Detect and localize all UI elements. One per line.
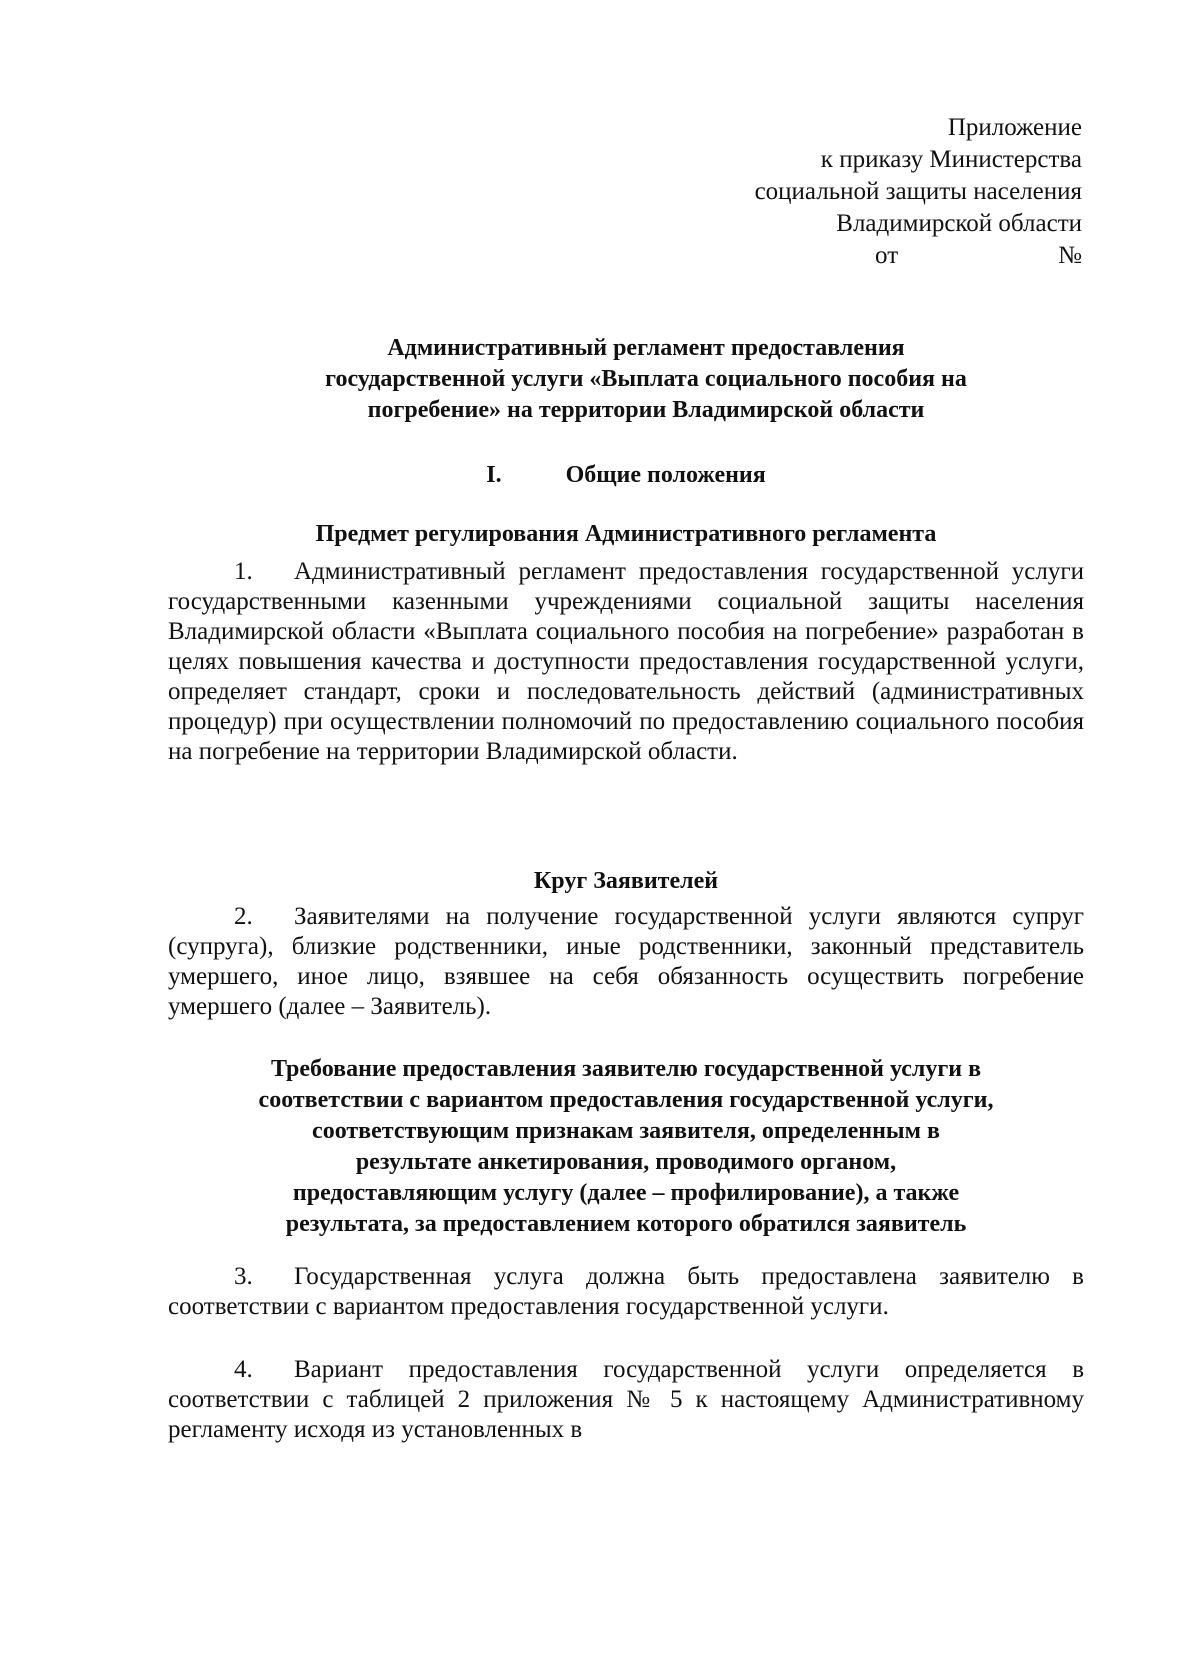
appendix-header xyxy=(662,112,1082,272)
heading-line: предоставляющим услугу (далее – профилирование), а также xyxy=(292,1180,960,1206)
heading-line: результате анкетирования, проводимого органом, xyxy=(355,1149,897,1175)
paragraph-4 xyxy=(168,1355,1084,1445)
appendix-line: социальной защиты населения xyxy=(754,178,1082,205)
title-line: государственной услуги «Выплата социального пособия на xyxy=(325,366,967,392)
subheading-applicants: Круг Заявителей xyxy=(533,868,719,894)
paragraph-3 xyxy=(168,1262,1084,1322)
paragraph-number: 3. xyxy=(234,1263,253,1290)
paragraph-text: Административный регламент предоставления государственной услуги государственными казенными учреждениями социальной защиты населения Владимирской области «Выплата социального пособия на погребение» разработан в целях повышения качества и доступности предоставления государственной услуги, определяет стандарт, сроки и последовательность действий (административных процедур) при осуществлении полномочий по предоставлению социального пособия на погребение на территории Владимирской области. xyxy=(168,558,1084,765)
subheading-subject: Предмет регулирования Административного регламента xyxy=(315,521,937,547)
heading-line: результата, за предоставлением которого обратился заявитель xyxy=(285,1211,967,1237)
appendix-from-label: от xyxy=(875,242,899,269)
title-line: Административный регламент предоставления xyxy=(387,335,905,361)
section-number: I. xyxy=(486,462,502,488)
paragraph-2 xyxy=(168,902,1084,1022)
heading-line: Требование предоставления заявителю государственной услуги в xyxy=(270,1056,982,1082)
appendix-line: к приказу Министерства xyxy=(820,146,1082,173)
appendix-line: Приложение xyxy=(947,114,1082,141)
appendix-number-label: № xyxy=(1058,242,1082,269)
subheading-requirement xyxy=(168,1054,1084,1240)
section-heading-general xyxy=(168,460,1084,491)
paragraph-number: 2. xyxy=(234,903,253,930)
paragraph-number: 4. xyxy=(234,1356,253,1383)
paragraph-1 xyxy=(168,557,1084,767)
appendix-line: Владимирской области xyxy=(836,210,1082,237)
document-title xyxy=(168,333,1104,426)
appendix-date-number-line xyxy=(662,240,1082,272)
paragraph-text: Вариант предоставления государственной услуги определяется в соответствии с таблицей 2 приложения № 5 к настоящему Административному регламенту исходя из установленных в xyxy=(168,1356,1084,1443)
paragraph-text: Государственная услуга должна быть предоставлена заявителю в соответствии с вариантом предоставления государственной услуги. xyxy=(168,1263,1084,1320)
heading-line: соответствии с вариантом предоставления государственной услуги, xyxy=(258,1087,994,1113)
section-title: Общие положения xyxy=(565,462,766,488)
title-line: погребение» на территории Владимирской области xyxy=(367,397,925,423)
paragraph-text: Заявителями на получение государственной услуги являются супруг (супруга), близкие родственники, иные родственники, законный представитель умершего, иное лицо, взявшее на себя обязанность осуществить погребение умершего (далее – Заявитель). xyxy=(168,903,1084,1020)
paragraph-number: 1. xyxy=(234,558,253,585)
heading-line: соответствующим признакам заявителя, определенным в xyxy=(312,1118,940,1144)
